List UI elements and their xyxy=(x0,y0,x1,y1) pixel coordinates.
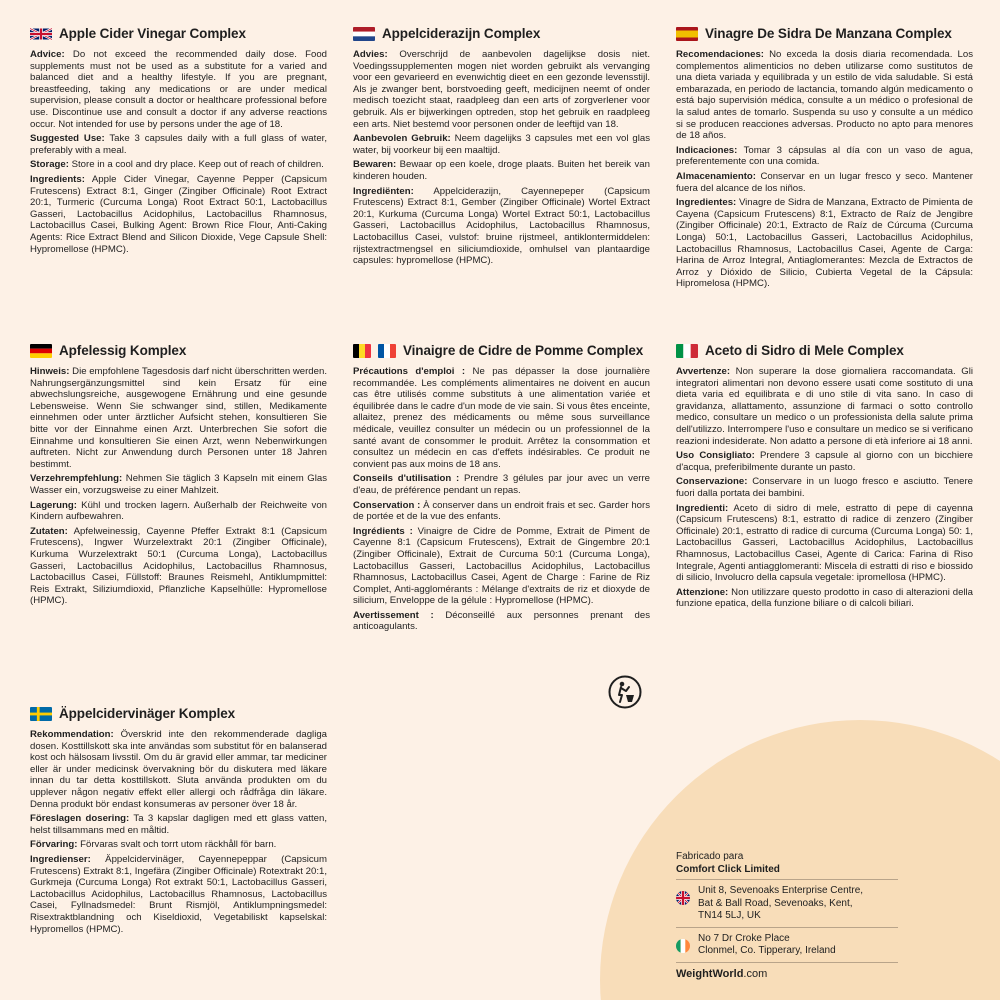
advice-paragraph: Hinweis: Die empfohlene Tagesdosis darf nicht überschritten werden. Nahrungsergänzungsmittel sind kein Ersatz für eine abwechslungsreiche, ausgewogene Ernährung und eine gesunde Lebensweise. Wenn Sie schwanger sind, stillen, Medikamente einnehmen oder unter ärztlicher Aufsicht stehen, konsultieren Sie bitte vor der Einnahme einen Arzt. Unterbrechen Sie sofort die Einnahme und konsultieren Sie einen Arzt, wenn Nebenwirkungen auftreten. Nicht zur Anwendung durch Personen unter 18 Jahren bestimmt. xyxy=(30,366,327,470)
section-swedish xyxy=(30,706,327,938)
storage-paragraph: Bewaren: Bewaar op een koele, droge plaats. Buiten het bereik van kinderen houden. xyxy=(353,159,650,182)
storage-paragraph: Almacenamiento: Conservar en un lugar fresco y seco. Mantener fuera del alcance de los niños. xyxy=(676,170,973,194)
netherlands-flag-icon xyxy=(353,27,375,41)
section-title: Vinagre De Sidra De Manzana Complex xyxy=(705,26,952,41)
made-for-label: Fabricado para xyxy=(676,851,744,862)
manufacturer-info xyxy=(676,851,898,980)
uk-address xyxy=(676,879,898,927)
section-english xyxy=(30,26,327,258)
section-italian xyxy=(676,343,973,613)
website-brand: WeightWorld.com xyxy=(676,962,898,980)
belgium-flag-icon xyxy=(353,344,371,358)
advice-paragraph: Rekommendation: Överskrid inte den rekommenderade dagliga dosen. Kosttillskott ska inte användas som substitut för en balanserad kost och hälsosam livsstil. Om du är gravid eller ammar, tar mediciner eller är under medicinsk övervakning bör du diskutera med läkare innan du tar detta kosttillskott. Sluta använda produkten om du upplever någon negativ effekt eller allergi och rådfråga din läkare. Denna produkt bör endast konsumeras av personer över 18 år. xyxy=(30,729,327,810)
section-title: Aceto di Sidro di Mele Complex xyxy=(705,343,904,358)
ingredients-paragraph: Ingrediënten: Appelciderazijn, Cayennepeper (Capsicum Frutescens) Extract 8:1, Gember (Zingiber Officinale) Wortel Extract 20:1, Kurkuma (Curcuma Longa) Wortel Extract 50:1, Lactobacillus Gasseri, Lactobacillus Acidophilus, Lactobacillus Rhamnosus, Lactobacillus Casei, vulstof: bruine rijstmeel, antiklontermiddelen: rijstextractmengsel en siliciumdioxide, omhulsel van plantaardige capsules: hypromellose (HPMC). xyxy=(353,185,650,267)
storage-paragraph: Conservation : À conserver dans un endroit frais et sec. Garder hors de portée et de la vue des enfants. xyxy=(353,499,650,523)
germany-flag-icon xyxy=(30,344,52,358)
section-spanish xyxy=(676,26,973,293)
address-line: Unit 8, Sevenoaks Enterprise Centre, xyxy=(698,885,864,896)
address-line: TN14 5LJ, UK xyxy=(698,910,761,921)
advice-paragraph: Recomendaciones: No exceda la dosis diaria recomendada. Los complementos alimenticios no deben utilizarse como sustitutos de una dieta variada y equilibrada y un estilo de vida saludable. Si está embarazada, en periodo de lactancia, tomando algún medicamento o está bajo supervisión médica, consulte a un médico o profesional de la salud antes de tomarlo. Suspenda su uso y consulte a un médico si se producen reacciones adversas. Producto no apto para menores de 18 años. xyxy=(676,49,974,142)
address-line: Clonmel, Co. Tipperary, Ireland xyxy=(698,945,836,956)
ingredients-paragraph: Ingredients: Apple Cider Vinegar, Cayenne Pepper (Capsicum Frutescens) Extract 8:1, Ginger (Zingiber Officinale) Root Extract 20:1, Turmeric (Curcuma Longa) Root Extract 50:1, Lactobacillus Gasseri, Lactobacillus Acidophilus, Lactobacillus Rhamnosus, Lactobacillus Casei, Bulking Agent: Brown Rice Flour, Anti-Caking Agents: Rice Extract Blend and Silicon Dioxide, Vege Capsule Shell: Hypromellose (HPMC). xyxy=(30,173,327,255)
sweden-flag-icon xyxy=(30,707,52,721)
usage-paragraph: Föreslagen dosering: Ta 3 kapslar dagligen med ett glass vatten, helst tillsammans med en måltid. xyxy=(30,813,327,836)
company-name: Comfort Click Limited xyxy=(676,864,780,875)
section-title: Apple Cider Vinegar Complex xyxy=(59,26,246,41)
advice-paragraph: Avvertenze: Non superare la dose giornaliera raccomandata. Gli integratori alimentari non devono essere usati come sostituto di una dieta varia ed equilibrata e di uno stile di vita sano. In caso di gravidanza, allattamento, assunzione di farmaci o sotto controllo medico, consultare un medico o un professionista della salute prima dell'utilizzo. Interrompere l'uso e consultare un medico se si verificano reazioni indesiderate. Non adatto a persone di età inferiore ai 18 anni. xyxy=(676,366,973,447)
storage-paragraph: Förvaring: Förvaras svalt och torrt utom räckhåll för barn. xyxy=(30,839,277,851)
ingredients-paragraph: Ingredienti: Aceto di sidro di mele, estratto di pepe di cayenna (Capsicum Frutescens) 8:1, estratto di radice di zenzero (Zingiber Officinale) 20:1, estratto di radice di curcuma (Curcuma Longa) 50: 1, Lactobacillus Gasseri, Lactobacillus Acidophilus, Lactobacillus Rhamnosus, Lactobacillus Casei, Agente di Carica: Farina di Riso Integrale, Agenti antiagglomeranti: Miscela di estratti di riso e biossido di silicio, Involucro della capsula vegetale: ipromellosa (HPMC). xyxy=(676,502,973,584)
usage-paragraph: Indicaciones: Tomar 3 cápsulas al día con un vaso de agua, preferentemente con una comida. xyxy=(676,144,973,168)
usage-paragraph: Aanbevolen Gebruik: Neem dagelijks 3 capsules met een vol glas water, bij voorkeur bij een maaltijd. xyxy=(353,133,650,156)
storage-paragraph: Storage: Store in a cool and dry place. Keep out of reach of children. xyxy=(30,159,324,171)
advice-paragraph: Advice: Do not exceed the recommended daily dose. Food supplements must not be used as a substitute for a varied and balanced diet and a healthy lifestyle. If you are pregnant, breastfeeding, taking any medications or are under medical supervision, please consult a doctor or healthcare professional before use. Discontinue use and consult a doctor if any adverse reactions occur. Not intended for use by persons under the age of 18. xyxy=(30,49,327,130)
section-title: Äppelcidervinäger Komplex xyxy=(59,706,236,721)
warning-paragraph: Attenzione: Non utilizzare questo prodotto in caso di alterazioni della funzione epatica, della funzione biliare o di calcoli biliari. xyxy=(676,586,973,610)
ingredients-paragraph: Ingredientes: Vinagre de Sidra de Manzana, Extracto de Pimienta de Cayena (Capsicum Frutescens) 8:1, Extracto de Raíz de Jengibre (Zingiber Officinale) 20:1, Extracto de Raíz de Cúrcuma (Curcuma Longa) 50:1, Lactobacillus Gasseri, Lactobacillus Acidophilus, Lactobacillus Rhamnosus, Lactobacillus Casei, Agente de Carga: Harina de Arroz Integral, Antiaglomerantes: Mezcla de Extractos de Arroz y Dióxido de Silicio, Cubierta Vegetal de la Cápsula: Hipromelosa (HPMC). xyxy=(676,197,973,290)
section-title: Apfelessig Komplex xyxy=(59,343,187,358)
advice-paragraph: Advies: Overschrijd de aanbevolen dagelijkse dosis niet. Voedingssupplementen mogen niet worden gebruikt als vervanging voor een gevarieerd en evenwichtig dieet en een gezonde levensstijl. Als je zwanger bent, borstvoeding geeft, medicijnen neemt of onder medisch toezicht staat, raadpleeg dan een arts of zorgverlener voor gebruik. Als er bijwerkingen optreden, stop het gebruik en raadpleeg een arts. Niet bestemd voor personen onder de leeftijd van 18. xyxy=(353,49,650,130)
spain-flag-icon xyxy=(676,27,698,41)
section-french xyxy=(353,343,650,636)
italy-flag-icon xyxy=(676,344,698,358)
ireland-address xyxy=(676,927,898,962)
ireland-flag-icon xyxy=(676,939,690,953)
address-line: No 7 Dr Croke Place xyxy=(698,932,790,944)
advice-paragraph: Précautions d'emploi : Ne pas dépasser la dose journalière recommandée. Les compléments alimentaires ne doivent en aucun cas être utilisés comme substituts à une alimentation variée et équilibrée dans le cadre d'un mode de vie sain. Si vous êtes enceinte, allaitez, prenez des médicaments ou même sous surveillance médicale, veuillez consulter un médecin ou un professionnel de la santé avant de consommer le produit. Arrêtez la consommation et consultez un médecin en cas d'effets indésirables. Ce produit ne convient pas aux moins de 18 ans. xyxy=(353,366,650,470)
address-line: Bat & Ball Road, Sevenoaks, Kent, xyxy=(698,897,853,909)
uk-flag-icon xyxy=(30,27,52,41)
usage-paragraph: Conseils d'utilisation : Prendre 3 gélules par jour avec un verre d'eau, de préférence pendant un repas. xyxy=(353,473,651,496)
usage-paragraph: Verzehrempfehlung: Nehmen Sie täglich 3 Kapseln mit einem Glas Wasser ein, vorzugsweise zu einer Mahlzeit. xyxy=(30,473,327,496)
usage-paragraph: Suggested Use: Take 3 capsules daily with a full glass of water, preferably with a meal. xyxy=(30,133,327,156)
storage-paragraph: Lagerung: Kühl und trocken lagern. Außerhalb der Reichweite von Kindern aufbewahren. xyxy=(30,499,327,523)
ingredients-paragraph: Ingredienser: Äppelcidervinäger, Cayennepeppar (Capsicum Frutescens) Extrakt 8:1, Ingefära (Zingiber Officinale) Rotextrakt 20:1, Gurkmeja (Curcuma Longa) Rot extrakt 50:1, Lactobacillus Gasseri, Lactobacillus Acidophilus, Lactobacillus Rhamnosus, Lactobacillus Casei, Fyllnadsmedel: Brunt Rismjöl, Antiklumpningsmedel: Risextraktblandning och Kiseldioxid, Vegetabiliskt kapselskal: Hypromellos (HPMC). xyxy=(30,853,327,935)
uk-flag-icon xyxy=(676,891,690,905)
recycle-person-icon xyxy=(608,675,642,709)
usage-paragraph: Uso Consigliato: Prendere 3 capsule al giorno con un bicchiere d'acqua, preferibilmente durante un pasto. xyxy=(676,450,973,473)
section-title: Vinaigre de Cidre de Pomme Complex xyxy=(403,343,644,358)
section-german xyxy=(30,343,327,610)
ingredients-paragraph: Ingrédients : Vinaigre de Cidre de Pomme, Extrait de Piment de Cayenne 8:1 (Capsicum Frutescens), Extrait de Gingembre 20:1 (Zingiber Officinale), Extrait de Curcuma 50:1 (Curcuma Longa), Lactobacillus Gasseri, Lactobacillus Acidophilus, Lactobacillus Rhamnosus, Lactobacillus Casei, Agent de Charge : Farine de Riz Complet, Anti-agglomérants : Mélange d'extraits de riz et dioxyde de silicium, Enveloppe de la gélule : Hypromellose (HPMC). xyxy=(353,525,650,607)
france-flag-icon xyxy=(378,344,396,358)
ingredients-paragraph: Zutaten: Apfelweinessig, Cayenne Pfeffer Extrakt 8:1 (Capsicum Frutescens), Ingwer Wurzelextrakt 20:1 (Zingiber Officinale), Kurkuma Wurzelextrakt 50:1 (Curcuma Longa), Lactobacillus Gasseri, Lactobacillus Acidophilus, Lactobacillus Rhamnosus, Lactobacillus Casei, Füllstoff: Braunes Reismehl, Antiklumpmittel: Reis Extrakt, Siliziumdioxid, Pflanzliche Kapselhülle: Hypromellose (HPMC). xyxy=(30,525,328,607)
warning-paragraph: Avertissement : Déconseillé aux personnes prenant des anticoagulants. xyxy=(353,609,650,633)
section-dutch xyxy=(353,26,650,270)
section-title: Appelciderazijn Complex xyxy=(382,26,541,41)
storage-paragraph: Conservazione: Conservare in un luogo fresco e asciutto. Tenere fuori dalla portata dei bambini. xyxy=(676,476,973,499)
